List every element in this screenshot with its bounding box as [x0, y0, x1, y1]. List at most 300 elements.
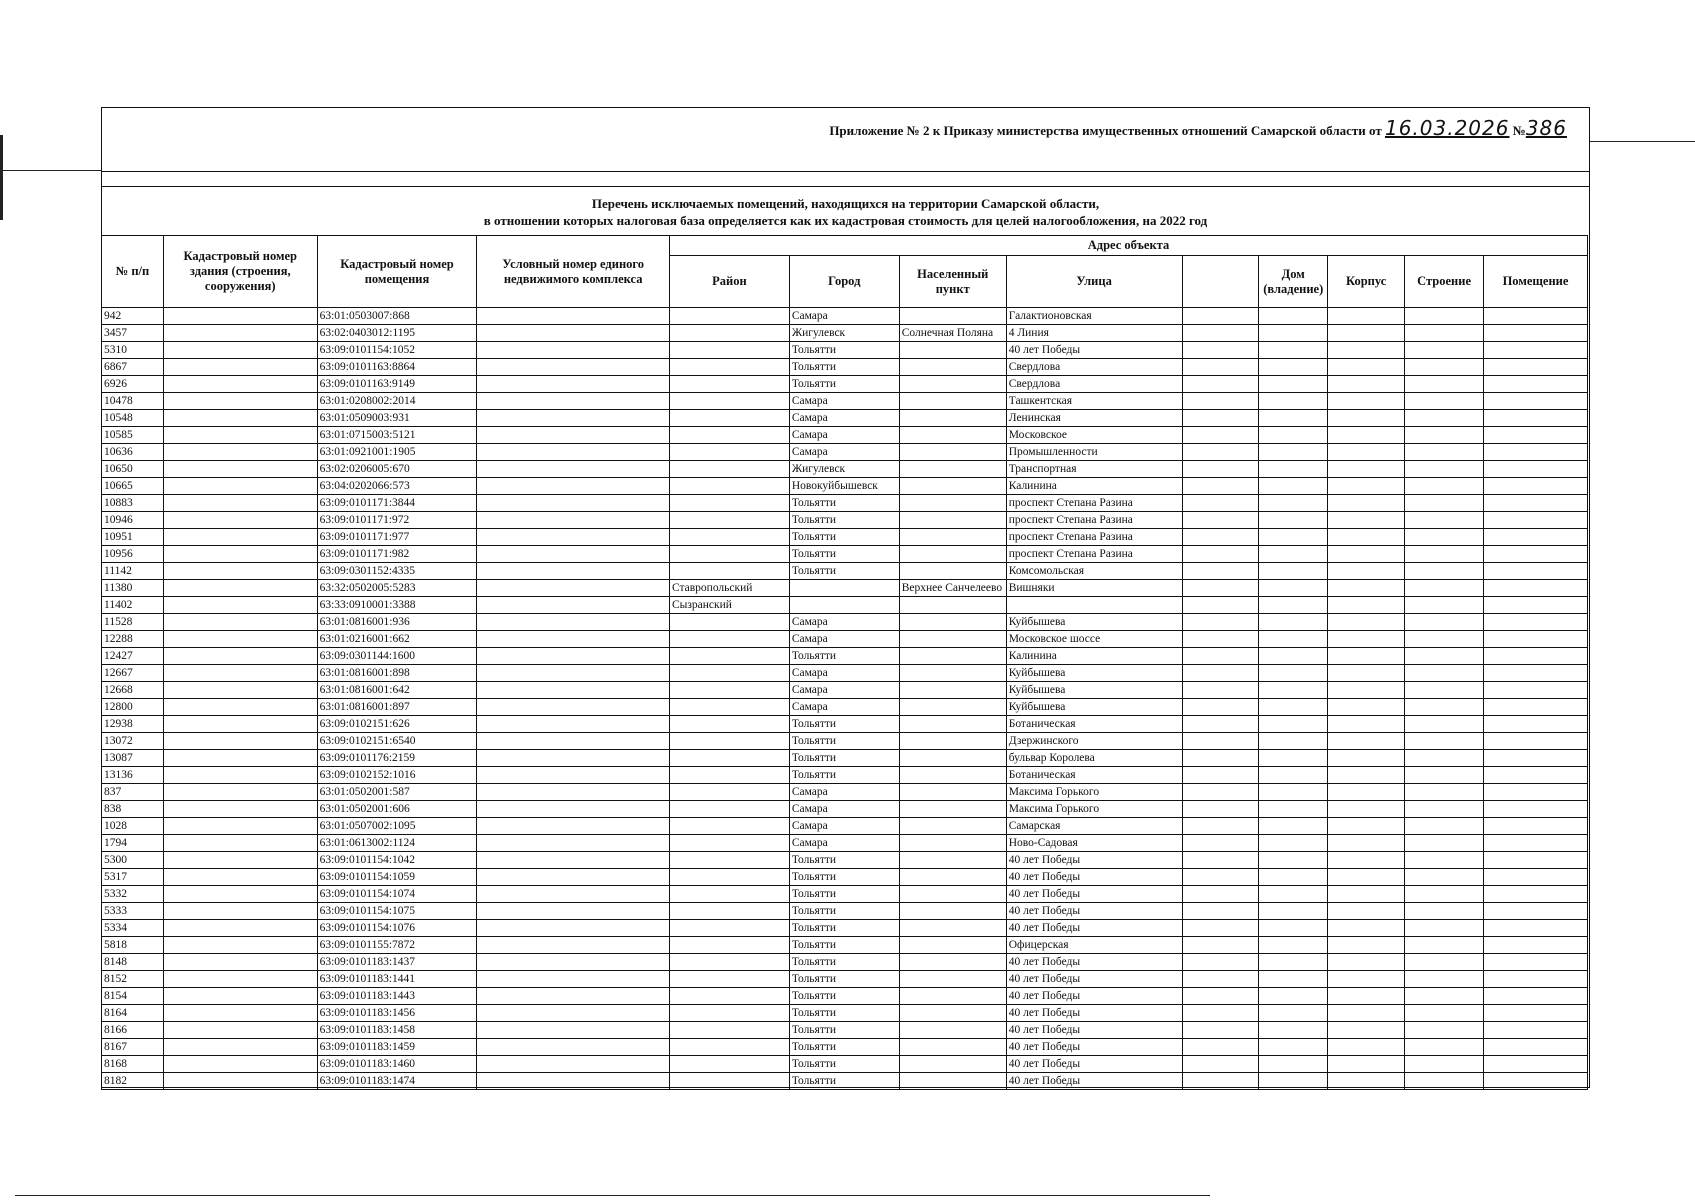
cell-city: Самара: [789, 631, 899, 648]
cell-room-cadastral: 63:09:0101163:8864: [317, 359, 477, 376]
cell-structure: [1405, 1039, 1484, 1056]
cell-street: 40 лет Победы: [1006, 342, 1182, 359]
cell-room: [1484, 461, 1588, 478]
cell-street: 40 лет Победы: [1006, 852, 1182, 869]
cell-city: Тольятти: [789, 342, 899, 359]
cell-building: [1328, 767, 1405, 784]
cell-house: [1259, 512, 1328, 529]
cell-structure: [1405, 495, 1484, 512]
table-row: [102, 920, 1588, 937]
cell-street: проспект Степана Разина: [1006, 529, 1182, 546]
cell-structure: [1405, 835, 1484, 852]
cell-building: [1328, 869, 1405, 886]
cell-building: [1328, 852, 1405, 869]
cell-room: [1484, 682, 1588, 699]
cell-settlement: [899, 988, 1006, 1005]
cell-num: 8164: [102, 1005, 164, 1022]
cell-room: [1484, 835, 1588, 852]
cell-district: [669, 478, 789, 495]
cell-room-cadastral: 63:01:0816001:897: [317, 699, 477, 716]
cell-district: [669, 512, 789, 529]
table-row: [102, 682, 1588, 699]
cell-structure: [1405, 325, 1484, 342]
cell-house: [1259, 1005, 1328, 1022]
cell-settlement: [899, 359, 1006, 376]
cell-room: [1484, 512, 1588, 529]
cell-blank: [1182, 444, 1259, 461]
handwritten-date: 16.03.2026: [1384, 116, 1510, 140]
cell-structure: [1405, 597, 1484, 614]
cell-district: [669, 1039, 789, 1056]
cell-building: [1328, 954, 1405, 971]
cell-street: 40 лет Победы: [1006, 1005, 1182, 1022]
table-row: [102, 1073, 1588, 1090]
cell-room: [1484, 478, 1588, 495]
cell-room: [1484, 342, 1588, 359]
cell-house: [1259, 444, 1328, 461]
cell-city: Тольятти: [789, 716, 899, 733]
cell-complex-number: [477, 410, 670, 427]
cell-building: [1328, 699, 1405, 716]
cell-settlement: [899, 665, 1006, 682]
cell-complex-number: [477, 971, 670, 988]
cell-complex-number: [477, 767, 670, 784]
cell-house: [1259, 1073, 1328, 1090]
cell-num: 13072: [102, 733, 164, 750]
cell-blank: [1182, 614, 1259, 631]
cell-room: [1484, 767, 1588, 784]
cell-structure: [1405, 733, 1484, 750]
cell-room-cadastral: 63:09:0101171:972: [317, 512, 477, 529]
cell-city: Самара: [789, 410, 899, 427]
cell-room: [1484, 308, 1588, 325]
cell-room-cadastral: 63:09:0101183:1474: [317, 1073, 477, 1090]
cell-structure: [1405, 376, 1484, 393]
cell-building: [1328, 308, 1405, 325]
cell-settlement: [899, 461, 1006, 478]
cell-complex-number: [477, 512, 670, 529]
cell-city: Тольятти: [789, 886, 899, 903]
cell-room-cadastral: 63:01:0503007:868: [317, 308, 477, 325]
table-row: [102, 529, 1588, 546]
cell-building-cadastral: [163, 1039, 317, 1056]
cell-settlement: [899, 954, 1006, 971]
cell-building-cadastral: [163, 954, 317, 971]
cell-street: [1006, 597, 1182, 614]
cell-structure: [1405, 682, 1484, 699]
cell-street: 40 лет Победы: [1006, 920, 1182, 937]
cell-room: [1484, 818, 1588, 835]
cell-settlement: [899, 427, 1006, 444]
cell-building: [1328, 716, 1405, 733]
scan-line: [1590, 141, 1695, 142]
cell-city: Тольятти: [789, 376, 899, 393]
cell-building: [1328, 750, 1405, 767]
cell-district: [669, 614, 789, 631]
cell-building: [1328, 614, 1405, 631]
cell-num: 8168: [102, 1056, 164, 1073]
cell-room: [1484, 427, 1588, 444]
cell-district: [669, 818, 789, 835]
cell-building-cadastral: [163, 359, 317, 376]
cell-room: [1484, 886, 1588, 903]
cell-structure: [1405, 954, 1484, 971]
cell-house: [1259, 869, 1328, 886]
cell-structure: [1405, 869, 1484, 886]
cell-room-cadastral: 63:02:0206005:670: [317, 461, 477, 478]
cell-blank: [1182, 427, 1259, 444]
cell-street: 40 лет Победы: [1006, 971, 1182, 988]
cell-city: Жигулевск: [789, 461, 899, 478]
cell-complex-number: [477, 495, 670, 512]
cell-building-cadastral: [163, 988, 317, 1005]
table-row: [102, 512, 1588, 529]
cell-building-cadastral: [163, 410, 317, 427]
cell-street: Московское шоссе: [1006, 631, 1182, 648]
cell-settlement: [899, 478, 1006, 495]
cell-blank: [1182, 495, 1259, 512]
cell-building: [1328, 444, 1405, 461]
table-row: [102, 478, 1588, 495]
cell-street: Московское: [1006, 427, 1182, 444]
cell-house: [1259, 546, 1328, 563]
cell-building: [1328, 801, 1405, 818]
cell-complex-number: [477, 835, 670, 852]
cell-district: [669, 359, 789, 376]
table-row: [102, 954, 1588, 971]
cell-building-cadastral: [163, 920, 317, 937]
cell-complex-number: [477, 529, 670, 546]
cell-settlement: [899, 767, 1006, 784]
cell-blank: [1182, 1022, 1259, 1039]
cell-building: [1328, 988, 1405, 1005]
cell-num: 10956: [102, 546, 164, 563]
cell-settlement: [899, 869, 1006, 886]
table-row: [102, 699, 1588, 716]
cell-building: [1328, 495, 1405, 512]
cell-house: [1259, 937, 1328, 954]
cell-room: [1484, 410, 1588, 427]
cell-street: Офицерская: [1006, 937, 1182, 954]
cell-building-cadastral: [163, 529, 317, 546]
cell-house: [1259, 801, 1328, 818]
cell-house: [1259, 393, 1328, 410]
cell-city: Самара: [789, 393, 899, 410]
table-row: [102, 1022, 1588, 1039]
cell-room: [1484, 325, 1588, 342]
table-row: [102, 648, 1588, 665]
table-row: [102, 376, 1588, 393]
cell-room-cadastral: 63:09:0301144:1600: [317, 648, 477, 665]
cell-district: [669, 682, 789, 699]
cell-num: 1028: [102, 818, 164, 835]
cell-building-cadastral: [163, 682, 317, 699]
cell-complex-number: [477, 937, 670, 954]
cell-blank: [1182, 869, 1259, 886]
cell-room-cadastral: 63:09:0101183:1443: [317, 988, 477, 1005]
cell-building: [1328, 631, 1405, 648]
cell-street: 40 лет Победы: [1006, 1073, 1182, 1090]
cell-district: [669, 563, 789, 580]
cell-street: проспект Степана Разина: [1006, 495, 1182, 512]
cell-building: [1328, 529, 1405, 546]
cell-street: 40 лет Победы: [1006, 954, 1182, 971]
cell-room: [1484, 1005, 1588, 1022]
cell-district: [669, 461, 789, 478]
cell-structure: [1405, 359, 1484, 376]
cell-district: [669, 427, 789, 444]
cell-complex-number: [477, 563, 670, 580]
cell-structure: [1405, 920, 1484, 937]
cell-blank: [1182, 580, 1259, 597]
cell-structure: [1405, 1005, 1484, 1022]
cell-complex-number: [477, 903, 670, 920]
cell-room: [1484, 937, 1588, 954]
cell-blank: [1182, 478, 1259, 495]
cell-city: Самара: [789, 444, 899, 461]
cell-building-cadastral: [163, 937, 317, 954]
cell-settlement: [899, 597, 1006, 614]
cell-room-cadastral: 63:09:0102151:6540: [317, 733, 477, 750]
cell-num: 10548: [102, 410, 164, 427]
cell-house: [1259, 648, 1328, 665]
cell-settlement: [899, 937, 1006, 954]
table-row: [102, 852, 1588, 869]
cell-building-cadastral: [163, 699, 317, 716]
cell-building: [1328, 1005, 1405, 1022]
cell-city: Самара: [789, 801, 899, 818]
cell-structure: [1405, 784, 1484, 801]
cell-street: 40 лет Победы: [1006, 988, 1182, 1005]
cell-building: [1328, 580, 1405, 597]
cell-structure: [1405, 886, 1484, 903]
cell-building: [1328, 971, 1405, 988]
cell-house: [1259, 376, 1328, 393]
cell-district: [669, 903, 789, 920]
cell-room-cadastral: 63:09:0101183:1460: [317, 1056, 477, 1073]
cell-building: [1328, 1056, 1405, 1073]
number-prefix: №: [1512, 123, 1526, 138]
cell-building-cadastral: [163, 308, 317, 325]
cell-room: [1484, 665, 1588, 682]
cell-settlement: [899, 614, 1006, 631]
cell-structure: [1405, 750, 1484, 767]
scan-line: [0, 135, 3, 220]
cell-street: проспект Степана Разина: [1006, 512, 1182, 529]
cell-num: 10883: [102, 495, 164, 512]
cell-district: [669, 920, 789, 937]
cell-blank: [1182, 393, 1259, 410]
cell-room-cadastral: 63:09:0101183:1441: [317, 971, 477, 988]
cell-complex-number: [477, 920, 670, 937]
cell-complex-number: [477, 1073, 670, 1090]
cell-structure: [1405, 1022, 1484, 1039]
col-address-group: Адрес объекта: [669, 236, 1587, 256]
cell-house: [1259, 614, 1328, 631]
cell-district: Сызранский: [669, 597, 789, 614]
divider: [102, 186, 1589, 187]
cell-settlement: [899, 1073, 1006, 1090]
col-num: № п/п: [102, 236, 164, 308]
cell-house: [1259, 597, 1328, 614]
cell-house: [1259, 325, 1328, 342]
cell-settlement: [899, 342, 1006, 359]
cell-building-cadastral: [163, 631, 317, 648]
cell-num: 5317: [102, 869, 164, 886]
cell-complex-number: [477, 1005, 670, 1022]
cell-city: Самара: [789, 308, 899, 325]
cell-complex-number: [477, 376, 670, 393]
cell-structure: [1405, 478, 1484, 495]
cell-room-cadastral: 63:09:0101171:977: [317, 529, 477, 546]
cell-complex-number: [477, 580, 670, 597]
cell-complex-number: [477, 784, 670, 801]
cell-district: [669, 750, 789, 767]
cell-room-cadastral: 63:09:0101154:1052: [317, 342, 477, 359]
cell-room-cadastral: 63:01:0507002:1095: [317, 818, 477, 835]
cell-num: 10636: [102, 444, 164, 461]
cell-blank: [1182, 546, 1259, 563]
cell-city: [789, 597, 899, 614]
cell-street: Максима Горького: [1006, 784, 1182, 801]
cell-building: [1328, 597, 1405, 614]
cell-settlement: [899, 1022, 1006, 1039]
cell-complex-number: [477, 852, 670, 869]
scan-line: [15, 1195, 1210, 1196]
cell-house: [1259, 580, 1328, 597]
cell-blank: [1182, 733, 1259, 750]
cell-building-cadastral: [163, 478, 317, 495]
cell-city: Самара: [789, 665, 899, 682]
cell-room-cadastral: 63:01:0816001:898: [317, 665, 477, 682]
cell-complex-number: [477, 716, 670, 733]
cell-settlement: [899, 903, 1006, 920]
col-house: Дом (владение): [1259, 256, 1328, 308]
cell-district: [669, 733, 789, 750]
cell-complex-number: [477, 614, 670, 631]
handwritten-number: 386: [1525, 116, 1567, 140]
cell-building: [1328, 784, 1405, 801]
cell-street: 40 лет Победы: [1006, 1039, 1182, 1056]
cell-structure: [1405, 767, 1484, 784]
cell-settlement: [899, 648, 1006, 665]
cell-house: [1259, 410, 1328, 427]
cell-district: [669, 1073, 789, 1090]
cell-num: 12668: [102, 682, 164, 699]
cell-building: [1328, 376, 1405, 393]
cell-street: Ново-Садовая: [1006, 835, 1182, 852]
cell-blank: [1182, 716, 1259, 733]
cell-room-cadastral: 63:02:0403012:1195: [317, 325, 477, 342]
cell-house: [1259, 835, 1328, 852]
cell-room: [1484, 801, 1588, 818]
cell-room: [1484, 597, 1588, 614]
table-row: [102, 308, 1588, 325]
cell-blank: [1182, 529, 1259, 546]
cell-building: [1328, 393, 1405, 410]
cell-structure: [1405, 818, 1484, 835]
cell-building-cadastral: [163, 546, 317, 563]
table-row: [102, 733, 1588, 750]
cell-building-cadastral: [163, 801, 317, 818]
col-street: Улица: [1006, 256, 1182, 308]
cell-blank: [1182, 461, 1259, 478]
cell-complex-number: [477, 1039, 670, 1056]
cell-room-cadastral: 63:01:0502001:587: [317, 784, 477, 801]
cell-room: [1484, 563, 1588, 580]
cell-district: [669, 342, 789, 359]
cell-building: [1328, 546, 1405, 563]
cell-blank: [1182, 597, 1259, 614]
cell-settlement: [899, 512, 1006, 529]
cell-complex-number: [477, 325, 670, 342]
cell-blank: [1182, 903, 1259, 920]
cell-city: Тольятти: [789, 1005, 899, 1022]
cell-district: [669, 1022, 789, 1039]
cell-building-cadastral: [163, 648, 317, 665]
cell-room: [1484, 580, 1588, 597]
cell-settlement: [899, 1005, 1006, 1022]
cell-city: Тольятти: [789, 852, 899, 869]
col-structure: Строение: [1405, 256, 1484, 308]
cell-num: 5333: [102, 903, 164, 920]
cell-blank: [1182, 886, 1259, 903]
cell-city: Тольятти: [789, 750, 899, 767]
table-row: [102, 1056, 1588, 1073]
cell-house: [1259, 461, 1328, 478]
cell-house: [1259, 529, 1328, 546]
cell-city: Самара: [789, 614, 899, 631]
cell-city: Тольятти: [789, 767, 899, 784]
cell-building: [1328, 835, 1405, 852]
cell-structure: [1405, 665, 1484, 682]
cell-room-cadastral: 63:09:0102151:626: [317, 716, 477, 733]
cell-district: [669, 546, 789, 563]
cell-building-cadastral: [163, 325, 317, 342]
cell-num: 1794: [102, 835, 164, 852]
cell-structure: [1405, 580, 1484, 597]
cell-settlement: [899, 920, 1006, 937]
cell-room: [1484, 359, 1588, 376]
cell-structure: [1405, 971, 1484, 988]
cell-district: [669, 648, 789, 665]
cell-num: 11528: [102, 614, 164, 631]
cell-settlement: [899, 1039, 1006, 1056]
cell-city: Тольятти: [789, 1022, 899, 1039]
cell-room: [1484, 614, 1588, 631]
cell-district: [669, 835, 789, 852]
cell-num: 837: [102, 784, 164, 801]
table-row: [102, 444, 1588, 461]
cell-settlement: [899, 852, 1006, 869]
cell-num: 838: [102, 801, 164, 818]
table-row: [102, 750, 1588, 767]
cell-complex-number: [477, 733, 670, 750]
cell-house: [1259, 495, 1328, 512]
cell-room: [1484, 920, 1588, 937]
cell-building-cadastral: [163, 427, 317, 444]
cell-street: Ботаническая: [1006, 716, 1182, 733]
cell-street: Максима Горького: [1006, 801, 1182, 818]
cell-structure: [1405, 648, 1484, 665]
cell-district: [669, 308, 789, 325]
cell-complex-number: [477, 546, 670, 563]
cell-street: Дзержинского: [1006, 733, 1182, 750]
cell-city: Новокуйбышевск: [789, 478, 899, 495]
table-row: [102, 631, 1588, 648]
cell-num: 5332: [102, 886, 164, 903]
cell-blank: [1182, 767, 1259, 784]
